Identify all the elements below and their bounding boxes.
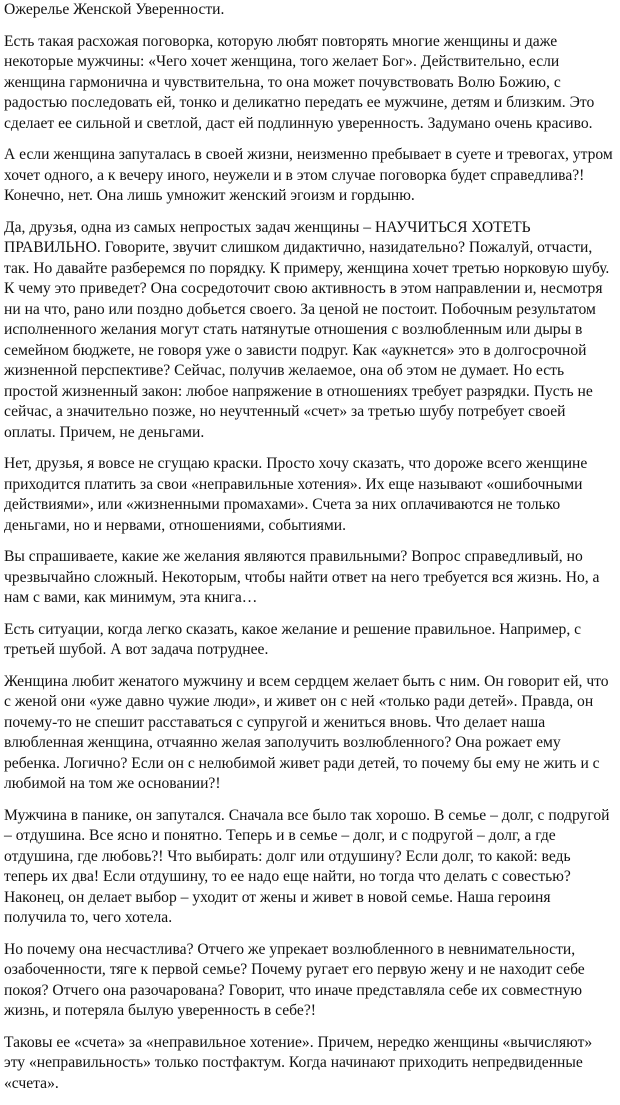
document-title: Ожерелье Женской Уверенности. <box>4 1 225 18</box>
paragraph-2: А если женщина запуталась в своей жизни, неизменно пребывает в суете и тревогах, утром хочет одного, а к вечеру иного, неужели и в этом случае поговорка будет справедлива?! Конечно, нет. Она лишь умножит женский эгоизм и гордыню. <box>4 146 613 204</box>
paragraph-9: Но почему она несчастлива? Отчего же упрекает возлюбленного в невнимательности, озабоченности, тяге к первой семье? Почему ругает его первую жену и не находит себе покоя? Отчего она разочарована? Говорит, что иначе представляла себе их совместную жизнь, и потеряла былую уверенность в себе?! <box>4 940 585 1019</box>
paragraph-7: Женщина любит женатого мужчину и всем сердцем желает быть с ним. Он говорит ей, что с женой они «уже давно чужие люди», и живет он с ней «только ради детей». Правда, он почему-то не спешит расставаться с супругой и жениться вновь. Что делает наша влюбленная женщина, отчаянно желая заполучить возлюбленного? Она рожает ему ребенка. Логично? Если он с нелюбимой живет ради детей, то почему бы ему не жить и с любимой на том же основании?! <box>4 672 609 792</box>
paragraph-1: Есть такая расхожая поговорка, которую любят повторять многие женщины и даже некоторые мужчины: «Чего хочет женщина, того желает Бог». Действительно, если женщина гармонична и чувствительна, то она может почувствовать Волю Божию, с радостью последовать ей, тонко и деликатно передать ее мужчине, детям и близким. Это сделает ее сильной и светлой, даст ей подлинную уверенность. Задумано очень красиво. <box>4 32 595 132</box>
paragraph-3: Да, друзья, одна из самых непростых задач женщины – НАУЧИТЬСЯ ХОТЕТЬ ПРАВИЛЬНО. Говорите, звучит слишком дидактично, назидательно? Пожалуй, отчасти, так. Но давайте разберемся по порядку. К примеру, женщина хочет третью норковую шубу. К чему это приведет? Она сосредоточит свою активность в этом направлении и, несмотря ни на что, рано или поздно добьется своего. За ценой не постоит. Побочным результатом исполненного желания могут стать натянутые отношения с возлюбленным или дыры в семейном бюджете, не говоря уже о зависти подруг. Как «аукнется» это в долгосрочной жизненной перспективе? Сейчас, получив желаемое, она об этом не думает. Но есть простой жизненный закон: любое напряжение в отношениях требует разрядки. Пусть не сейчас, а значительно позже, но неучтенный «счет» за третью шубу потребует своей оплаты. Причем, не деньгами. <box>4 218 610 441</box>
paragraph-4: Нет, друзья, я вовсе не сгущаю краски. Просто хочу сказать, что дороже всего женщине приходится платить за свои «неправильные хотения». Их еще называют «ошибочными действиями», или «жизненными промахами». Счета за них оплачиваются не только деньгами, но и нервами, отношениями, событиями. <box>4 455 588 534</box>
paragraph-6: Есть ситуации, когда легко сказать, какое желание и решение правильное. Например, с третьей шубой. А вот задача потруднее. <box>4 620 582 658</box>
paragraph-10: Таковы ее «счета» за «неправильное хотение». Причем, нередко женщины «вычисляют» эту «неправильность» только постфактум. Когда начинают приходить непредвиденные «счета». <box>4 1033 593 1092</box>
paragraph-5: Вы спрашиваете, какие же желания являются правильными? Вопрос справедливый, но чрезвычайно сложный. Некоторым, чтобы найти ответ на него требуется вся жизнь. Но, а нам с вами, как минимум, эта книга… <box>4 548 600 606</box>
document-body <box>4 0 616 1105</box>
paragraph-8: Мужчина в панике, он запутался. Сначала все было так хорошо. В семье – долг, с подругой – отдушина. Все ясно и понятно. Теперь и в семье – долг, и с подругой – долг, а где отдушина, где любовь?! Что выбирать: долг или отдушину? Если долг, то какой: ведь теперь их два! Если отдушину, то ее надо еще найти, но тогда что делать с совестью? Наконец, он делает выбор – уходит от жены и живет в новой семье. Наша героиня получила то, чего хотела. <box>4 806 610 926</box>
